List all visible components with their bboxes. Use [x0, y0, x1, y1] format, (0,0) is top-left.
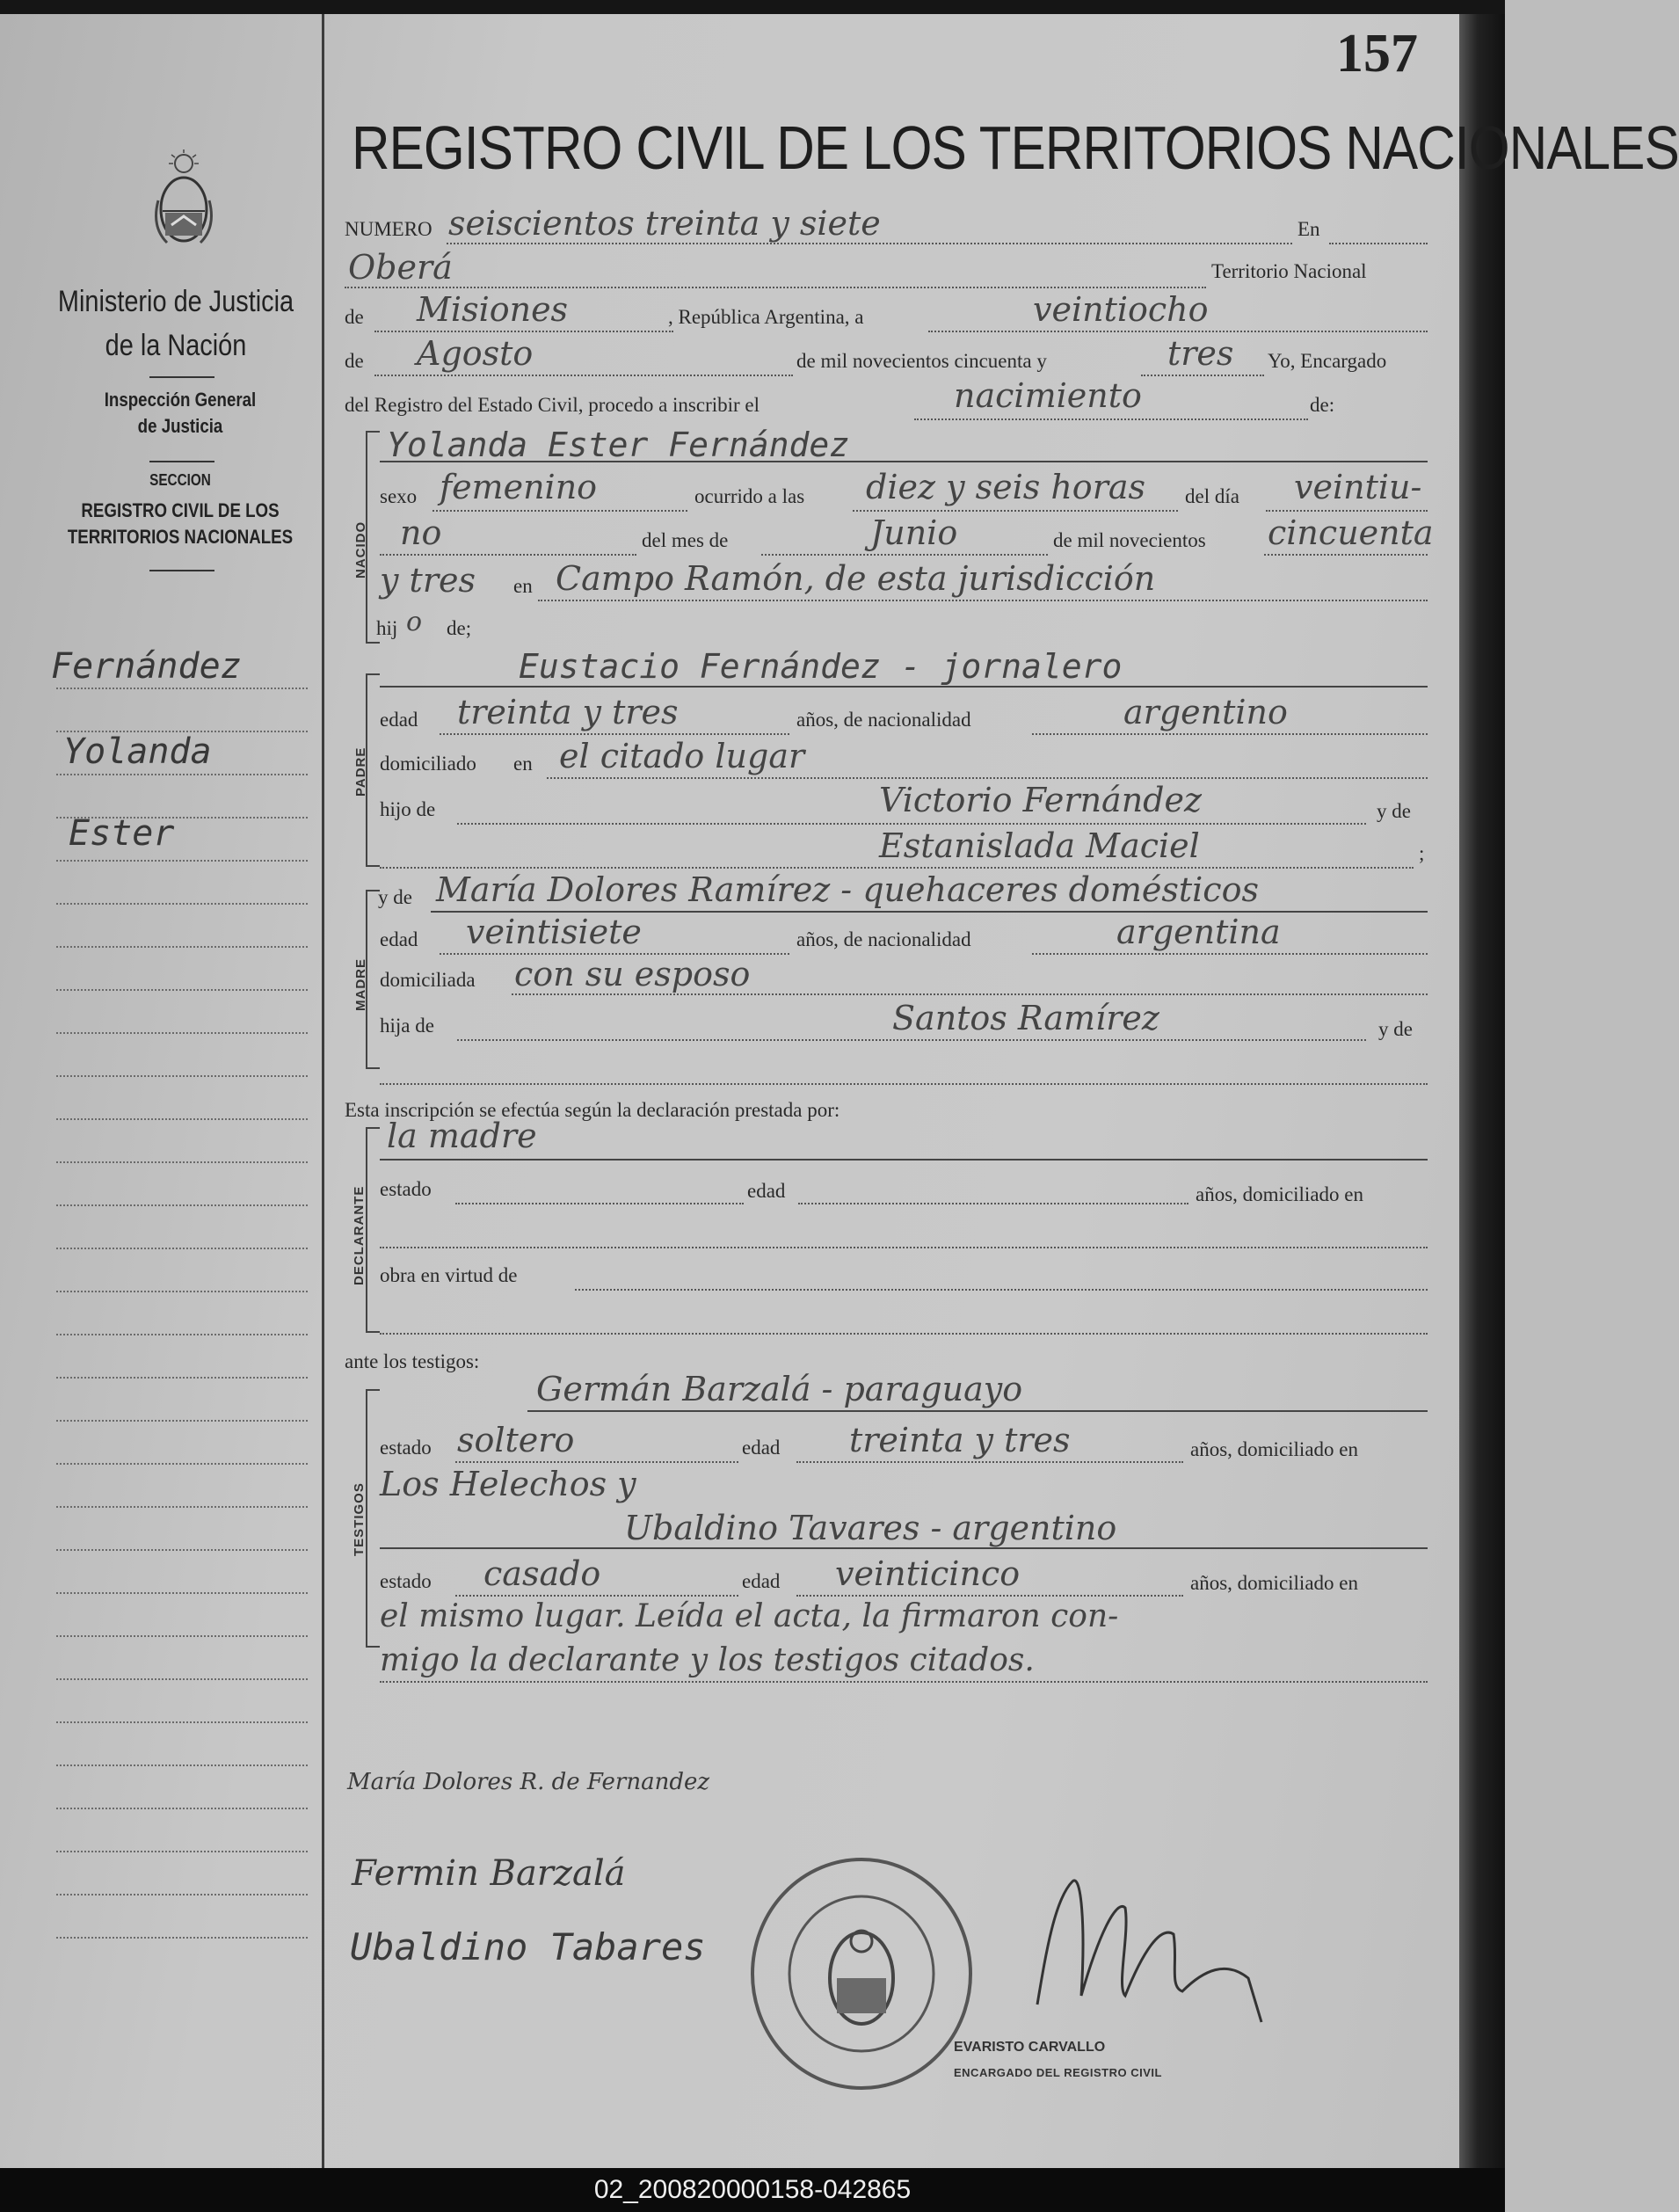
witness1-domicile: Los Helechos y — [380, 1465, 636, 1503]
index-first-name: Yolanda — [63, 731, 212, 772]
section-heading — [57, 498, 304, 550]
rule — [380, 1547, 1428, 1549]
father-age: treinta y tres — [457, 693, 679, 731]
paternal-grandfather: Victorio Fernández — [879, 781, 1203, 819]
inspection-line1: Inspección General — [104, 389, 257, 411]
section-label: SECCION — [149, 471, 211, 489]
de-colon: de: — [1310, 394, 1335, 416]
fill-line — [345, 287, 1206, 288]
fill-line — [380, 1333, 1428, 1335]
declarante-value: la madre — [387, 1117, 537, 1155]
witness1-estado: soltero — [457, 1421, 575, 1459]
territorio-label: Territorio Nacional — [1211, 260, 1367, 282]
rule — [380, 686, 1428, 688]
index-line — [56, 989, 308, 991]
index-line — [56, 1894, 308, 1895]
day-value: veintiocho — [1033, 290, 1209, 329]
birth-year-label: de mil novecientos — [1053, 529, 1206, 551]
mother-age: veintisiete — [466, 913, 642, 951]
index-line — [56, 860, 308, 862]
territory-value: Misiones — [417, 290, 569, 329]
index-line — [56, 1204, 308, 1206]
hijo-label: hij — [376, 617, 398, 639]
image-id-footer: 02_200820000158-042865 — [0, 2168, 1505, 2212]
rule — [149, 461, 214, 462]
index-line — [56, 1075, 308, 1077]
en-label: En — [1297, 218, 1320, 240]
index-line — [56, 1678, 308, 1680]
madre-y-de-label: y de — [378, 886, 412, 908]
act-value: nacimiento — [954, 376, 1142, 415]
rule — [380, 461, 1428, 462]
maternal-grandfather: Santos Ramírez — [892, 999, 1159, 1037]
fill-line — [380, 554, 636, 556]
index-line — [56, 1765, 308, 1766]
index-line — [56, 1420, 308, 1422]
day-value-a: veintiu- — [1294, 468, 1422, 506]
ocurrido-label: ocurrido a las — [694, 485, 805, 507]
fill-line — [374, 375, 793, 376]
index-line — [56, 1937, 308, 1939]
day-value-b: no — [400, 513, 442, 552]
yo-label: Yo, Encargado — [1268, 350, 1387, 372]
index-line — [56, 774, 308, 775]
edad-label: edad — [742, 1570, 781, 1592]
index-line — [56, 1851, 308, 1852]
fill-line — [914, 418, 1308, 420]
fill-line — [512, 993, 1428, 995]
signature-mother: María Dolores R. de Fernandez — [347, 1769, 710, 1795]
de-label: de — [345, 350, 364, 372]
book-binding-edge — [1459, 14, 1505, 2168]
testigos-label: TESTIGOS — [352, 1482, 367, 1556]
index-line — [56, 1248, 308, 1249]
domiciliada-label: domiciliada — [380, 969, 476, 991]
section-line2: TERRITORIOS NACIONALES — [67, 526, 294, 548]
sexo-label: sexo — [380, 485, 418, 507]
index-line — [56, 1506, 308, 1508]
father-domicile: el citado lugar — [559, 737, 805, 775]
paternal-grandmother: Estanislada Maciel — [879, 826, 1200, 865]
testigos-bracket — [366, 1389, 380, 1648]
fill-line — [457, 1039, 1366, 1041]
fill-line — [455, 1595, 738, 1597]
fill-line — [455, 1203, 744, 1204]
fill-line — [853, 510, 1178, 512]
index-surname: Fernández — [51, 646, 242, 687]
hijo-de-label: hijo de — [380, 798, 436, 820]
index-line — [56, 1161, 308, 1163]
index-line — [56, 903, 308, 905]
declarante-bracket — [366, 1127, 380, 1333]
witness2-estado: casado — [483, 1554, 601, 1593]
index-line — [56, 1721, 308, 1723]
numero-value: seiscientos treinta y siete — [448, 204, 881, 243]
index-line — [56, 688, 308, 689]
witness1-value: Germán Barzalá - paraguayo — [536, 1370, 1023, 1408]
index-line — [56, 1808, 308, 1809]
de-label: de — [345, 306, 364, 328]
ministry-line1: Ministerio de Justicia — [57, 285, 294, 318]
registry-seal-icon — [747, 1855, 976, 2092]
index-line — [56, 1549, 308, 1551]
fill-line — [928, 331, 1428, 332]
fill-line — [547, 777, 1428, 779]
anos-label: años, de nacionalidad — [796, 709, 971, 731]
rule — [380, 1159, 1428, 1161]
fill-line — [796, 1595, 1183, 1597]
ministry-heading — [56, 280, 295, 367]
index-line — [56, 1291, 308, 1292]
place-value: Oberá — [348, 248, 453, 287]
fill-line — [447, 243, 1292, 244]
fill-line — [1032, 953, 1428, 955]
scan-top-edge — [0, 0, 1505, 14]
rule — [527, 1410, 1428, 1412]
year-value: tres — [1167, 334, 1234, 373]
witness1-edad: treinta y tres — [849, 1421, 1071, 1459]
fill-line — [1141, 375, 1264, 376]
fill-line — [440, 733, 789, 735]
estado-label: estado — [380, 1437, 432, 1459]
hijo-de-label: de; — [447, 617, 472, 639]
fill-line — [380, 1083, 1428, 1085]
registrar-name: EVARISTO CARVALLO — [954, 2040, 1106, 2055]
signature-witness2: Ubaldino Tabares — [350, 1925, 706, 1968]
witness2-value: Ubaldino Tavares - argentino — [624, 1509, 1117, 1547]
index-line — [56, 1592, 308, 1594]
edad-label: edad — [747, 1180, 786, 1202]
republica-label: , República Argentina, a — [668, 306, 864, 328]
fill-line — [380, 867, 1414, 869]
fill-line — [1266, 510, 1428, 512]
edad-label: edad — [380, 928, 418, 950]
madre-label: MADRE — [353, 958, 368, 1011]
anos-label: años, de nacionalidad — [796, 928, 971, 950]
nacido-label: NACIDO — [353, 520, 368, 578]
fill-line — [798, 1203, 1188, 1204]
anos-domiciliado-label: años, domiciliado en — [1190, 1438, 1358, 1460]
section-line1: REGISTRO CIVIL DE LOS — [81, 499, 280, 521]
fill-line — [575, 1289, 1428, 1291]
coat-of-arms-icon — [149, 148, 218, 253]
birth-year-b: y tres — [380, 561, 476, 600]
inspection-heading — [57, 387, 304, 440]
signature-witness1: Fermin Barzalá — [352, 1853, 626, 1894]
birth-place: Campo Ramón, de esta jurisdicción — [556, 559, 1156, 598]
index-line — [56, 946, 308, 948]
fill-line — [1264, 554, 1428, 556]
declaration-label: Esta inscripción se efectúa según la declaración prestada por: — [345, 1099, 840, 1121]
en-label: en — [513, 753, 533, 775]
birth-year-a: cincuenta — [1268, 513, 1434, 552]
child-name: Yolanda Ester Fernández — [387, 426, 850, 464]
ministry-line2: de la Nación — [105, 329, 247, 362]
hijo-value: o — [406, 607, 423, 637]
estado-label: estado — [380, 1570, 432, 1592]
fill-line — [455, 1461, 738, 1463]
y-de-label: y de — [1378, 1018, 1413, 1040]
mother-name: María Dolores Ramírez - quehaceres domésticos — [436, 870, 1259, 909]
ante-testigos-label: ante los testigos: — [345, 1350, 480, 1372]
registrar-signature-icon — [1020, 1846, 1266, 2031]
registrar-title: ENCARGADO DEL REGISTRO CIVIL — [954, 2066, 1162, 2079]
mother-nationality: argentina — [1116, 913, 1281, 951]
fill-line — [374, 331, 673, 332]
witness2-edad: veinticinco — [835, 1554, 1021, 1593]
y-de-label: y de — [1377, 800, 1411, 822]
father-name: Eustacio Fernández - jornalero — [519, 647, 1123, 686]
hija-de-label: hija de — [380, 1015, 434, 1037]
document-title: REGISTRO CIVIL DE LOS TERRITORIOS NACIONALES — [352, 113, 1679, 182]
domiciliado-label: domiciliado — [380, 753, 476, 775]
fill-line — [380, 1247, 1428, 1248]
anos-domiciliado-label: años, domiciliado en — [1190, 1572, 1358, 1594]
declarante-label: DECLARANTE — [352, 1185, 367, 1285]
numero-label: NUMERO — [345, 218, 432, 240]
fill-line — [1329, 243, 1428, 244]
index-line — [56, 1118, 308, 1120]
index-line — [56, 1377, 308, 1379]
padre-label: PADRE — [353, 746, 368, 797]
fill-line — [538, 600, 1428, 601]
rule — [149, 570, 214, 571]
fill-line — [457, 823, 1366, 825]
semicolon: ; — [1419, 842, 1425, 864]
del-dia-label: del día — [1185, 485, 1239, 507]
anos-domiciliado-label: años, domiciliado en — [1196, 1183, 1363, 1205]
mother-domicile: con su esposo — [514, 955, 751, 993]
estado-label: estado — [380, 1178, 432, 1200]
closing-line2: migo la declarante y los testigos citados. — [380, 1642, 1035, 1678]
index-line — [56, 1463, 308, 1465]
registro-label: del Registro del Estado Civil, procedo a inscribir el — [345, 394, 760, 416]
index-line — [56, 1032, 308, 1034]
hour-value: diez y seis horas — [866, 468, 1146, 506]
closing-line1: el mismo lugar. Leída el acta, la firmaron con- — [380, 1598, 1119, 1634]
fill-line — [380, 1681, 1428, 1683]
index-line — [56, 1334, 308, 1335]
del-mes-label: del mes de — [642, 529, 729, 551]
fill-line — [761, 554, 1048, 556]
obra-label: obra en virtud de — [380, 1264, 518, 1286]
birth-month: Junio — [870, 513, 958, 552]
fill-line — [796, 1461, 1183, 1463]
index-middle-name: Ester — [69, 813, 175, 854]
rule — [149, 376, 214, 378]
fill-line — [432, 510, 687, 512]
index-line — [56, 1635, 308, 1637]
edad-label: edad — [742, 1437, 781, 1459]
edad-label: edad — [380, 709, 418, 731]
page-number: 157 — [1336, 24, 1418, 84]
inspection-line2: de Justicia — [137, 415, 223, 437]
fill-line — [1032, 733, 1428, 735]
en-label: en — [513, 575, 533, 597]
month-value: Agosto — [417, 334, 534, 373]
father-nationality: argentino — [1123, 693, 1288, 731]
sexo-value: femenino — [440, 468, 598, 506]
column-divider — [322, 14, 324, 2168]
year-label: de mil novecientos cincuenta y — [796, 350, 1047, 372]
